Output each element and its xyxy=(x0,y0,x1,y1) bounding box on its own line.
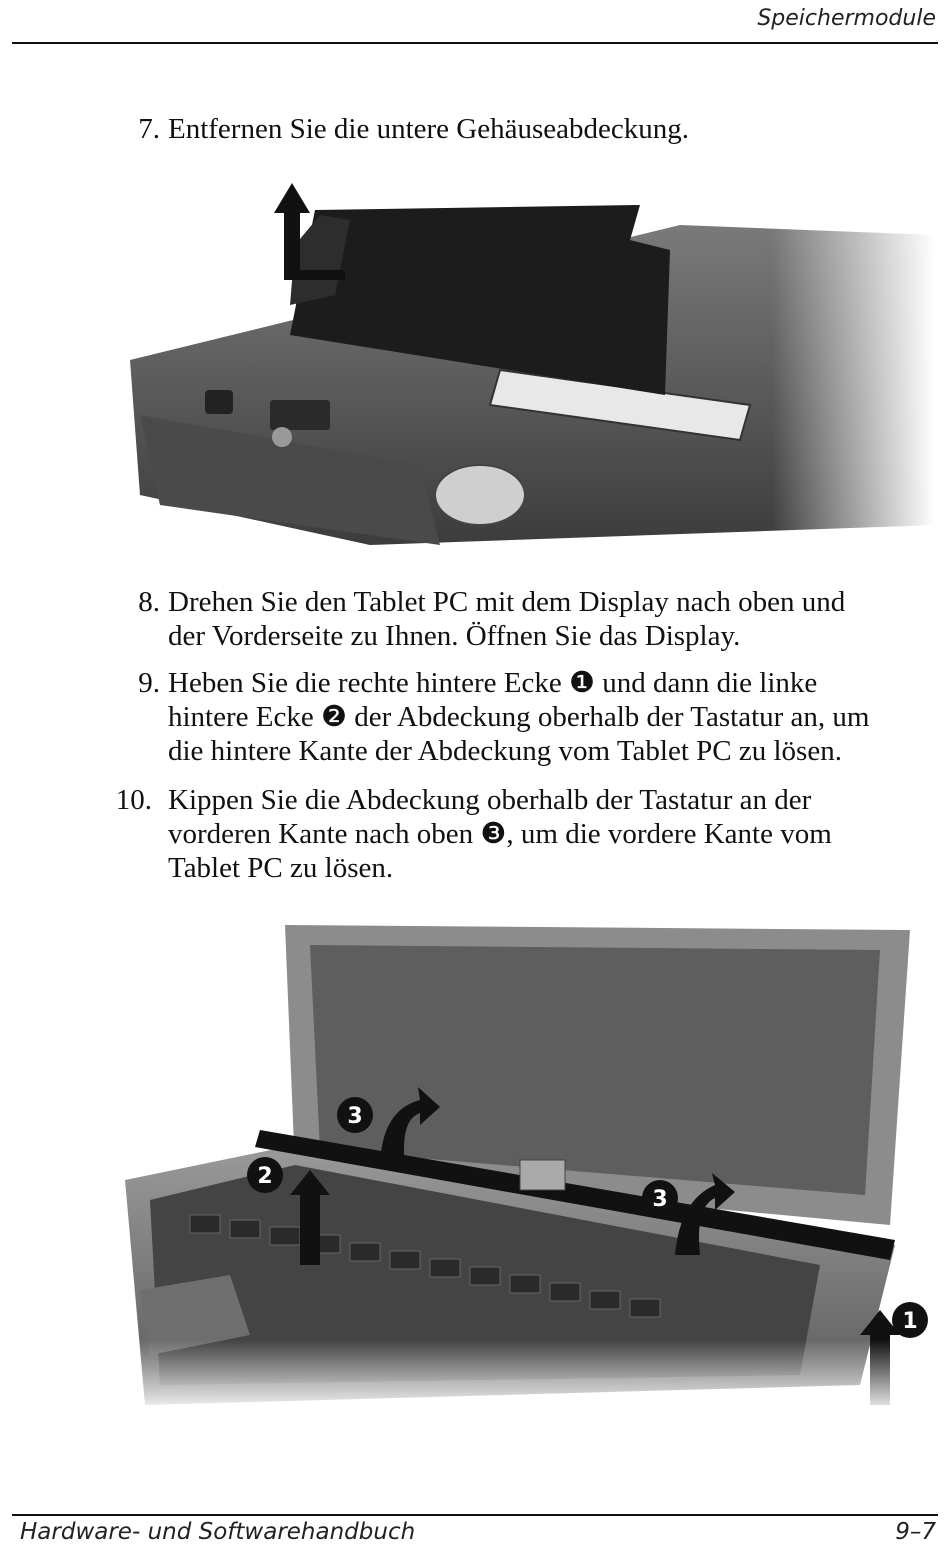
fade-overlay xyxy=(120,175,935,550)
step-text: Entfernen Sie die untere Gehäuseabdeckung. xyxy=(168,113,689,145)
step-number: 10. xyxy=(115,784,152,816)
step-number: 8. xyxy=(138,586,160,618)
step-number: 9. xyxy=(138,667,160,699)
step-text-line: die hintere Kante der Abdeckung vom Tablet PC zu lösen. xyxy=(168,735,842,767)
running-header: Speichermodule xyxy=(757,6,936,31)
header-rule xyxy=(12,42,938,44)
step-text-line: Drehen Sie den Tablet PC mit dem Display nach oben und xyxy=(168,586,846,618)
fade-overlay xyxy=(120,915,940,1415)
step-text-line: Heben Sie die rechte hintere Ecke ❶ und dann die linke xyxy=(168,667,818,699)
step-number: 7. xyxy=(138,113,160,145)
step-text-line: Kippen Sie die Abdeckung oberhalb der Tastatur an der xyxy=(168,784,812,816)
footer-book-title: Hardware- und Softwarehandbuch xyxy=(20,1519,416,1545)
figure-bottom-cover-removal xyxy=(120,175,935,550)
step-text-line: vorderen Kante nach oben ❸, um die vordere Kante vom xyxy=(168,818,832,850)
step-text-line: Tablet PC zu lösen. xyxy=(168,852,394,884)
footer-rule xyxy=(12,1514,938,1516)
step-text-line: hintere Ecke ❷ der Abdeckung oberhalb der Tastatur an, um xyxy=(168,701,870,733)
footer-page-number: 9–7 xyxy=(895,1519,936,1545)
step-text-line: der Vorderseite zu Ihnen. Öffnen Sie das Display. xyxy=(168,620,741,652)
figure-keyboard-cover-removal xyxy=(120,915,940,1415)
